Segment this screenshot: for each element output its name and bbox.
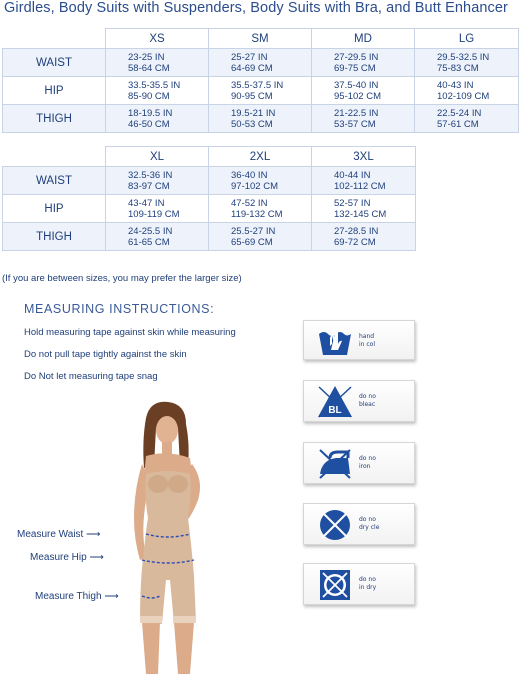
table-corner	[3, 29, 106, 49]
care-card-no-bleach	[303, 380, 415, 422]
size-header: SM	[209, 29, 312, 49]
size-cell: 19.5-21 IN 50-53 CM	[209, 105, 312, 133]
row-label: HIP	[3, 195, 106, 223]
no-tumble-dry-icon	[316, 567, 354, 603]
table-row	[3, 49, 519, 77]
care-text: do no dry cle	[359, 516, 380, 531]
row-label: WAIST	[3, 167, 106, 195]
size-header: 3XL	[312, 147, 416, 167]
size-cell: 24-25.5 IN 61-65 CM	[106, 223, 209, 251]
row-label: HIP	[3, 77, 106, 105]
measure-waist-label: Measure Waist ⟶	[17, 529, 101, 540]
size-cell: 40-44 IN 102-112 CM	[312, 167, 416, 195]
instruction-item: Do Not let measuring tape snag	[24, 371, 158, 382]
size-cell: 47-52 IN 119-132 CM	[209, 195, 312, 223]
no-dry-clean-icon	[316, 507, 354, 543]
size-cell: 27-29.5 IN 69-75 CM	[312, 49, 415, 77]
care-text: do no in dry	[359, 576, 377, 591]
row-label: THIGH	[3, 105, 106, 133]
size-cell: 37.5-40 IN 95-102 CM	[312, 77, 415, 105]
size-header-row	[3, 29, 519, 49]
table-row	[3, 105, 519, 133]
size-cell: 22.5-24 IN 57-61 CM	[415, 105, 519, 133]
table-corner	[3, 147, 106, 167]
care-text: hand in col	[359, 333, 376, 348]
arrow-right-icon: ⟶	[104, 591, 119, 602]
size-cell: 33.5-35.5 IN 85-90 CM	[106, 77, 209, 105]
size-cell: 43-47 IN 109-119 CM	[106, 195, 209, 223]
size-header: LG	[415, 29, 519, 49]
measure-thigh-label: Measure Thigh ⟶	[35, 591, 119, 602]
size-table-xs-lg	[2, 28, 519, 133]
size-cell: 18-19.5 IN 46-50 CM	[106, 105, 209, 133]
size-cell: 25-27 IN 64-69 CM	[209, 49, 312, 77]
care-card-no-tumble-dry	[303, 563, 415, 605]
no-bleach-icon	[316, 384, 354, 420]
measure-hip-label: Measure Hip ⟶	[30, 552, 104, 563]
model-illustration	[112, 400, 222, 674]
size-note: (If you are between sizes, you may prefer the larger size)	[2, 273, 242, 284]
size-cell: 27-28.5 IN 69-72 CM	[312, 223, 416, 251]
page-title: Girdles, Body Suits with Suspenders, Body Suits with Bra, and Butt Enhancer	[4, 0, 508, 16]
size-header: MD	[312, 29, 415, 49]
svg-text:BL: BL	[328, 405, 342, 416]
table-row	[3, 77, 519, 105]
care-text: do no bleac	[359, 393, 376, 408]
size-cell: 21-22.5 IN 53-57 CM	[312, 105, 415, 133]
care-card-no-iron	[303, 442, 415, 484]
size-cell: 52-57 IN 132-145 CM	[312, 195, 416, 223]
care-card-hand-wash	[303, 320, 415, 360]
size-cell: 32.5-36 IN 83-97 CM	[106, 167, 209, 195]
table-row	[3, 167, 416, 195]
arrow-right-icon: ⟶	[86, 529, 101, 540]
size-header: XL	[106, 147, 209, 167]
no-iron-icon	[316, 446, 354, 480]
size-header: XS	[106, 29, 209, 49]
measuring-title: MEASURING INSTRUCTIONS:	[24, 302, 215, 316]
size-cell: 25.5-27 IN 65-69 CM	[209, 223, 312, 251]
care-text: do no iron	[359, 455, 376, 470]
size-cell: 29.5-32.5 IN 75-83 CM	[415, 49, 519, 77]
hand-wash-icon	[316, 324, 354, 358]
size-cell: 36-40 IN 97-102 CM	[209, 167, 312, 195]
row-label: THIGH	[3, 223, 106, 251]
instruction-item: Do not pull tape tightly against the skin	[24, 349, 187, 360]
table-row	[3, 223, 416, 251]
instruction-item: Hold measuring tape against skin while measuring	[24, 327, 236, 338]
row-label: WAIST	[3, 49, 106, 77]
size-cell: 40-43 IN 102-109 CM	[415, 77, 519, 105]
care-card-no-dry-clean	[303, 503, 415, 545]
table-row	[3, 195, 416, 223]
size-table-xl-3xl	[2, 146, 416, 251]
size-header: 2XL	[209, 147, 312, 167]
size-cell: 23-25 IN 58-64 CM	[106, 49, 209, 77]
size-header-row	[3, 147, 416, 167]
size-cell: 35.5-37.5 IN 90-95 CM	[209, 77, 312, 105]
arrow-right-icon: ⟶	[89, 552, 104, 563]
